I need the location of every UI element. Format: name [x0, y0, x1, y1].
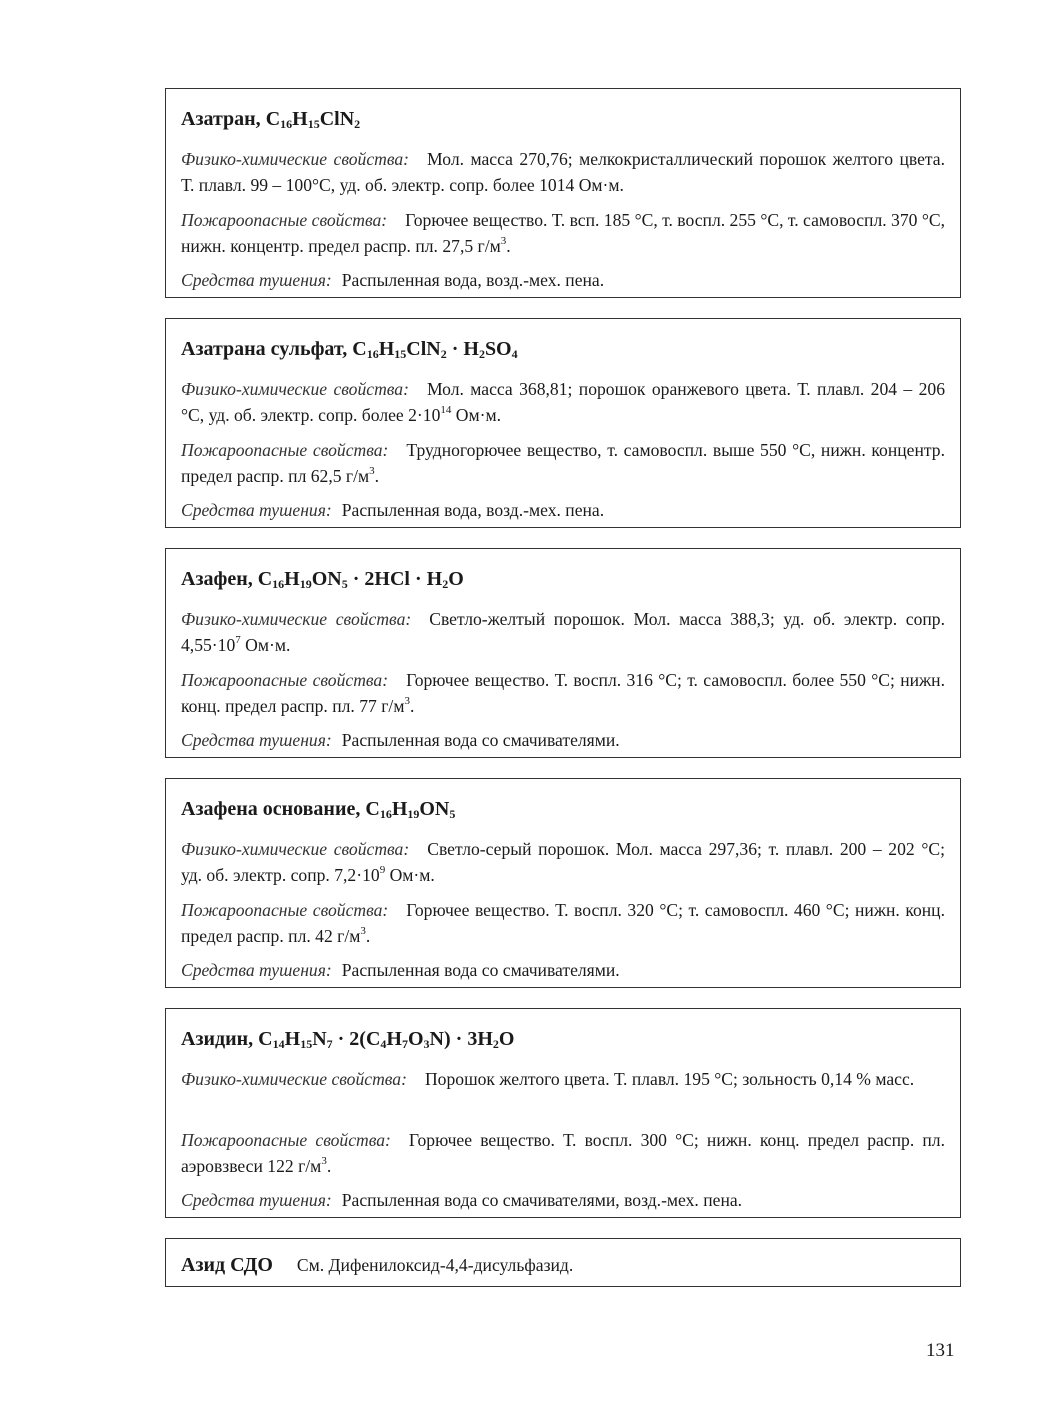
compound-name: Азатрана сульфат,	[181, 338, 353, 360]
fire-sup: 3	[404, 695, 410, 707]
extinguishing-text: Распыленная вода со смачивателями.	[341, 960, 620, 980]
formula-part: H	[292, 108, 308, 130]
extinguishing-means	[181, 957, 945, 983]
physchem-text: Мол. масса 270,76; мелкокристаллический порошок желтого цвета. Т. плавл. 99 – 100°С, уд. об. электр. сопр. более 1014 Ом·м.	[181, 149, 945, 195]
formula-part: C	[352, 338, 367, 360]
extinguishing-label: Средства тушения:	[181, 270, 332, 290]
formula-part: ClN	[406, 338, 441, 360]
formula-subscript: 15	[300, 1037, 313, 1051]
fire-text: Трудногорючее вещество, т. самовоспл. выше 550 °С, нижн. концентр. предел распр. пл 62,5 г/м	[181, 440, 945, 486]
page-number: 131	[926, 1340, 955, 1361]
entry-azatran	[165, 88, 961, 298]
physchem-label: Физико-химические свойства:	[181, 1069, 407, 1089]
formula-part: · 2(C	[332, 1028, 381, 1050]
formula-subscript: 15	[307, 117, 320, 131]
formula-subscript: 4	[511, 347, 518, 361]
fire-properties	[181, 207, 945, 259]
entry-title: Азид СДО	[181, 1254, 273, 1276]
formula-part: ClN	[319, 108, 355, 130]
fire-label: Пожароопасные свойства:	[181, 1130, 391, 1150]
formula-part: H	[284, 568, 300, 590]
formula-subscript: 16	[366, 347, 379, 361]
fire-text: Горючее вещество. Т. всп. 185 °С, т. воспл. 255 °С, т. самовоспл. 370 °С, нижн. концентр. предел распр. пл. 27,5 г/м	[181, 210, 945, 256]
extinguishing-means	[181, 727, 945, 753]
entry-azid-sdo	[165, 1238, 961, 1287]
formula-subscript: 2	[354, 117, 361, 131]
extinguishing-means	[181, 267, 945, 293]
extinguishing-text: Распыленная вода со смачивателями, возд.-мех. пена.	[341, 1190, 743, 1210]
fire-text: Горючее вещество. Т. воспл. 300 °С; нижн. конц. предел распр. пл. аэровзвеси 122 г/м	[181, 1130, 945, 1176]
extinguishing-means	[181, 497, 945, 523]
fire-properties	[181, 897, 945, 949]
physchem-label: Физико-химические свойства:	[181, 379, 409, 399]
compound-name: Азидин,	[181, 1028, 259, 1050]
formula-part: C	[258, 1028, 273, 1050]
formula-part: · H	[446, 338, 479, 360]
formula-subscript: 16	[379, 807, 392, 821]
formula-part: N	[312, 1028, 327, 1050]
formula-subscript: 14	[272, 1037, 285, 1051]
physchem-properties	[181, 836, 945, 888]
entry-title	[181, 107, 360, 131]
formula-subscript: 16	[272, 577, 285, 591]
compound-name: Азафена основание,	[181, 798, 366, 820]
extinguishing-text: Распыленная вода со смачивателями.	[341, 730, 620, 750]
fire-properties	[181, 667, 945, 719]
formula-part: ON	[419, 798, 450, 820]
physchem-end: Ом·м.	[240, 635, 291, 655]
formula-part: O	[498, 1028, 515, 1050]
formula-part: C	[265, 108, 281, 130]
entry-title	[181, 797, 455, 821]
physchem-label: Физико-химические свойства:	[181, 839, 410, 859]
formula-part: H	[284, 1028, 301, 1050]
formula-part: H	[386, 1028, 402, 1050]
formula-subscript: 7	[326, 1037, 333, 1051]
fire-end: .	[506, 236, 511, 256]
fire-sup: 3	[321, 1155, 327, 1167]
formula-part: C	[257, 568, 273, 590]
fire-properties	[181, 1127, 945, 1179]
formula-subscript: 2	[478, 347, 485, 361]
formula-part: H	[391, 798, 408, 820]
entry-title	[181, 567, 464, 591]
physchem-label: Физико-химические свойства:	[181, 149, 410, 169]
entry-azidin	[165, 1008, 961, 1218]
fire-end: .	[374, 466, 380, 486]
formula-part: SO	[484, 338, 512, 360]
extinguishing-label: Средства тушения:	[181, 1190, 332, 1210]
formula-subscript: 4	[380, 1037, 387, 1051]
physchem-label: Физико-химические свойства:	[181, 609, 412, 629]
formula-part: H	[378, 338, 395, 360]
fire-label: Пожароопасные свойства:	[181, 900, 389, 920]
extinguishing-text: Распыленная вода, возд.-мех. пена.	[341, 500, 605, 520]
fire-label: Пожароопасные свойства:	[181, 440, 389, 460]
fire-text: Горючее вещество. Т. воспл. 316 °С; т. самовоспл. более 550 °С; нижн. конц. предел распр. пл. 77 г/м	[181, 670, 945, 716]
compound-name: Азафен,	[181, 568, 258, 590]
formula-subscript: 2	[442, 577, 449, 591]
fire-end: .	[326, 1156, 332, 1176]
formula-subscript: 5	[449, 807, 456, 821]
formula-part: N) · 3H	[429, 1028, 493, 1050]
physchem-end: Ом·м.	[385, 865, 435, 885]
formula-subscript: 16	[280, 117, 293, 131]
formula-part: · 2HCl · H	[347, 568, 443, 590]
physchem-text: Светло-желтый порошок. Мол. масса 388,3; уд. об. электр. сопр. 4,55·10	[181, 609, 945, 655]
fire-text: Горючее вещество. Т. воспл. 320 °С; т. самовоспл. 460 °С; нижн. конц. предел распр. пл. 42 г/м	[181, 900, 945, 946]
extinguishing-label: Средства тушения:	[181, 730, 332, 750]
formula-part: O	[448, 568, 464, 590]
cross-reference: См. Дифенилоксид-4,4-дисульфазид.	[296, 1255, 574, 1275]
entry-title	[181, 337, 518, 361]
compound-name: Азатран,	[181, 108, 266, 130]
fire-label: Пожароопасные свойства:	[181, 210, 388, 230]
fire-end: .	[409, 696, 415, 716]
physchem-text: Светло-серый порошок. Мол. масса 297,36; т. плавл. 200 – 202 °С; уд. об. электр. сопр. 7,2·10	[181, 839, 945, 885]
entry-title	[181, 1027, 514, 1051]
formula-subscript: 19	[299, 577, 312, 591]
physchem-text: Мол. масса 368,81; порошок оранжевого цвета. Т. плавл. 204 – 206 °С, уд. об. электр. сопр. более 2·10	[181, 379, 946, 425]
extinguishing-text: Распыленная вода, возд.-мех. пена.	[341, 270, 605, 290]
physchem-properties	[181, 376, 945, 428]
formula-subscript: 2	[440, 347, 447, 361]
formula-part: ON	[311, 568, 342, 590]
formula-subscript: 15	[394, 347, 407, 361]
physchem-sup: 7	[235, 634, 241, 646]
formula-subscript: 19	[407, 807, 420, 821]
entry-azatran-sulfate	[165, 318, 961, 528]
formula-subscript: 3	[423, 1037, 430, 1051]
formula-part: C	[365, 798, 380, 820]
fire-end: .	[365, 926, 371, 946]
formula-part: O	[407, 1028, 424, 1050]
physchem-sup: 9	[379, 864, 386, 876]
fire-properties	[181, 437, 945, 489]
fire-sup: 3	[369, 465, 375, 477]
azid-line	[181, 1252, 573, 1278]
formula-subscript: 2	[492, 1037, 499, 1051]
formula-subscript: 5	[341, 577, 348, 591]
fire-sup: 3	[360, 925, 366, 937]
formula-subscript: 7	[401, 1037, 408, 1051]
fire-sup: 3	[500, 235, 507, 247]
physchem-end: Ом·м.	[451, 405, 502, 425]
extinguishing-label: Средства тушения:	[181, 960, 332, 980]
entry-azafen-base	[165, 778, 961, 988]
physchem-text: Порошок желтого цвета. Т. плавл. 195 °С; зольность 0,14 % масс.	[424, 1069, 915, 1089]
physchem-properties	[181, 606, 945, 658]
extinguishing-label: Средства тушения:	[181, 500, 332, 520]
extinguishing-means	[181, 1187, 945, 1213]
physchem-properties	[181, 1066, 945, 1092]
entry-azafen	[165, 548, 961, 758]
physchem-properties	[181, 146, 945, 198]
physchem-sup: 14	[440, 404, 452, 416]
fire-label: Пожароопасные свойства:	[181, 670, 389, 690]
